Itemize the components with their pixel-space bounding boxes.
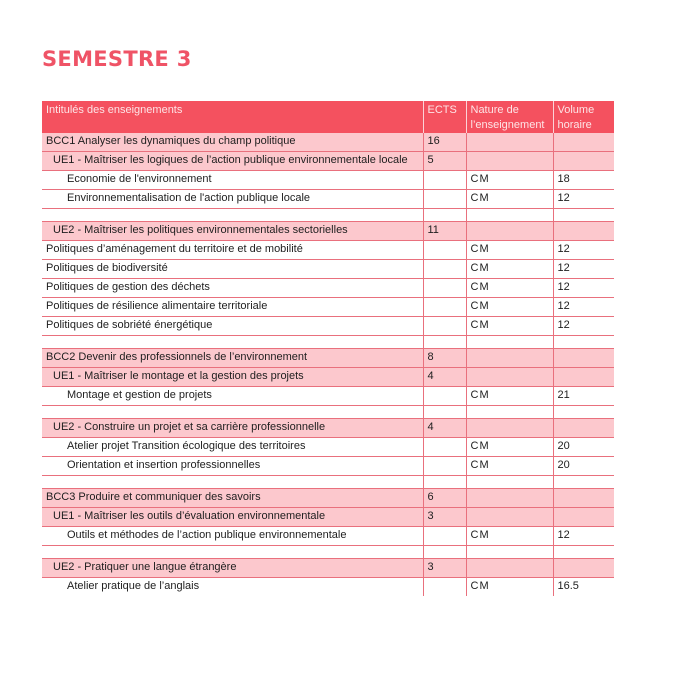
- row-label: Outils et méthodes de l’action publique environnementale: [42, 527, 423, 546]
- row-label: [42, 336, 423, 349]
- row-label: Montage et gestion de projets: [42, 387, 423, 406]
- table-body: [42, 133, 614, 596]
- header-nature: Nature de l’enseignement: [466, 101, 553, 133]
- course-row: [42, 279, 614, 298]
- row-label: BCC2 Devenir des professionnels de l’environnement: [42, 349, 423, 368]
- row-ects: [423, 190, 466, 209]
- row-nature: [466, 559, 553, 578]
- row-ects: 4: [423, 419, 466, 438]
- row-volume: 12: [553, 260, 614, 279]
- ue-row: [42, 559, 614, 578]
- table-header-row: [42, 101, 614, 133]
- row-nature: [466, 546, 553, 559]
- row-volume: 12: [553, 241, 614, 260]
- row-nature: CM: [466, 527, 553, 546]
- row-nature: CM: [466, 241, 553, 260]
- row-label: UE1 - Maîtriser les logiques de l’action publique environnementale locale: [42, 152, 423, 171]
- spacer-row: [42, 476, 614, 489]
- row-nature: [466, 152, 553, 171]
- row-nature: CM: [466, 578, 553, 597]
- spacer-row: [42, 209, 614, 222]
- row-nature: [466, 419, 553, 438]
- row-nature: CM: [466, 260, 553, 279]
- row-volume: [553, 152, 614, 171]
- row-nature: [466, 133, 553, 152]
- row-volume: [553, 546, 614, 559]
- row-label: BCC3 Produire et communiquer des savoirs: [42, 489, 423, 508]
- bcc-row: [42, 489, 614, 508]
- row-label: Atelier pratique de l’anglais: [42, 578, 423, 597]
- row-ects: [423, 241, 466, 260]
- row-label: [42, 546, 423, 559]
- bcc-row: [42, 133, 614, 152]
- row-label: Atelier projet Transition écologique des territoires: [42, 438, 423, 457]
- row-volume: 12: [553, 279, 614, 298]
- row-nature: CM: [466, 387, 553, 406]
- ue-row: [42, 419, 614, 438]
- course-row: [42, 438, 614, 457]
- row-volume: [553, 419, 614, 438]
- row-label: [42, 209, 423, 222]
- row-label: UE2 - Pratiquer une langue étrangère: [42, 559, 423, 578]
- row-nature: [466, 508, 553, 527]
- row-ects: 3: [423, 559, 466, 578]
- row-label: UE2 - Maîtriser les politiques environnementales sectorielles: [42, 222, 423, 241]
- row-label: Politiques de gestion des déchets: [42, 279, 423, 298]
- row-volume: 12: [553, 527, 614, 546]
- row-volume: [553, 476, 614, 489]
- row-ects: [423, 209, 466, 222]
- row-volume: [553, 559, 614, 578]
- bcc-row: [42, 349, 614, 368]
- row-ects: [423, 578, 466, 597]
- row-label: Politiques de biodiversité: [42, 260, 423, 279]
- course-row: [42, 457, 614, 476]
- page-title: SEMESTRE 3: [42, 47, 192, 71]
- ue-row: [42, 222, 614, 241]
- row-label: Environnementalisation de l'action publique locale: [42, 190, 423, 209]
- row-nature: CM: [466, 279, 553, 298]
- row-volume: [553, 133, 614, 152]
- row-label: UE1 - Maîtriser les outils d’évaluation environnementale: [42, 508, 423, 527]
- row-volume: [553, 489, 614, 508]
- row-volume: 12: [553, 298, 614, 317]
- curriculum-table: [42, 101, 614, 596]
- row-ects: [423, 171, 466, 190]
- row-volume: [553, 336, 614, 349]
- row-nature: [466, 489, 553, 508]
- row-volume: 12: [553, 317, 614, 336]
- row-volume: 20: [553, 457, 614, 476]
- row-volume: [553, 368, 614, 387]
- row-volume: [553, 406, 614, 419]
- row-volume: [553, 222, 614, 241]
- row-volume: 21: [553, 387, 614, 406]
- row-ects: [423, 260, 466, 279]
- course-row: [42, 171, 614, 190]
- spacer-row: [42, 406, 614, 419]
- row-nature: CM: [466, 171, 553, 190]
- header-ects: ECTS: [423, 101, 466, 133]
- row-ects: [423, 438, 466, 457]
- row-label: Politiques d’aménagement du territoire et de mobilité: [42, 241, 423, 260]
- row-ects: 16: [423, 133, 466, 152]
- row-nature: [466, 336, 553, 349]
- row-label: Orientation et insertion professionnelles: [42, 457, 423, 476]
- row-label: [42, 406, 423, 419]
- spacer-row: [42, 546, 614, 559]
- row-label: Politiques de sobriété énergétique: [42, 317, 423, 336]
- row-volume: 18: [553, 171, 614, 190]
- row-ects: [423, 387, 466, 406]
- row-nature: CM: [466, 457, 553, 476]
- row-label: UE2 - Construire un projet et sa carrière professionnelle: [42, 419, 423, 438]
- row-label: Politiques de résilience alimentaire territoriale: [42, 298, 423, 317]
- row-ects: [423, 317, 466, 336]
- row-ects: 4: [423, 368, 466, 387]
- row-nature: CM: [466, 190, 553, 209]
- row-volume: [553, 508, 614, 527]
- row-ects: [423, 336, 466, 349]
- row-ects: 8: [423, 349, 466, 368]
- row-volume: [553, 209, 614, 222]
- course-row: [42, 578, 614, 597]
- row-ects: [423, 476, 466, 489]
- course-row: [42, 241, 614, 260]
- row-nature: [466, 368, 553, 387]
- row-label: UE1 - Maîtriser le montage et la gestion des projets: [42, 368, 423, 387]
- row-nature: [466, 209, 553, 222]
- course-row: [42, 190, 614, 209]
- row-ects: 3: [423, 508, 466, 527]
- row-ects: [423, 546, 466, 559]
- row-nature: CM: [466, 438, 553, 457]
- header-intitules: Intitulés des enseignements: [42, 101, 423, 133]
- row-volume: 20: [553, 438, 614, 457]
- spacer-row: [42, 336, 614, 349]
- row-nature: [466, 406, 553, 419]
- ue-row: [42, 508, 614, 527]
- course-row: [42, 387, 614, 406]
- row-ects: 5: [423, 152, 466, 171]
- row-ects: [423, 298, 466, 317]
- row-label: [42, 476, 423, 489]
- row-ects: [423, 527, 466, 546]
- row-ects: [423, 457, 466, 476]
- course-row: [42, 317, 614, 336]
- course-row: [42, 260, 614, 279]
- row-volume: 12: [553, 190, 614, 209]
- header-volume: Volume horaire: [553, 101, 614, 133]
- course-row: [42, 298, 614, 317]
- row-nature: CM: [466, 317, 553, 336]
- row-ects: 11: [423, 222, 466, 241]
- row-ects: [423, 279, 466, 298]
- row-volume: [553, 349, 614, 368]
- row-ects: 6: [423, 489, 466, 508]
- row-nature: [466, 476, 553, 489]
- course-row: [42, 527, 614, 546]
- ue-row: [42, 368, 614, 387]
- row-label: Economie de l'environnement: [42, 171, 423, 190]
- row-nature: CM: [466, 298, 553, 317]
- row-label: BCC1 Analyser les dynamiques du champ politique: [42, 133, 423, 152]
- row-nature: [466, 222, 553, 241]
- row-ects: [423, 406, 466, 419]
- row-volume: 16.5: [553, 578, 614, 597]
- row-nature: [466, 349, 553, 368]
- ue-row: [42, 152, 614, 171]
